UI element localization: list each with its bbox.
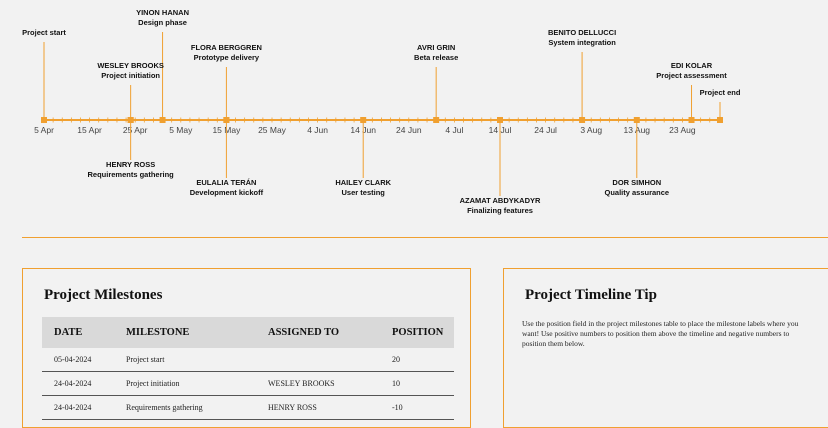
milestone-description: User testing [341, 188, 385, 197]
axis-tick-label: 14 Jul [488, 125, 512, 135]
cell-assigned-to[interactable]: HENRY ROSS [256, 396, 380, 420]
milestone-description: Prototype delivery [193, 53, 260, 62]
milestone-label [22, 28, 66, 38]
milestone-assignee: EDI KOLAR [670, 61, 713, 70]
milestone-marker [160, 117, 166, 123]
milestone-label [414, 43, 458, 63]
milestone-label [335, 178, 391, 198]
milestone-description: Quality assurance [604, 188, 670, 197]
milestone-label [191, 43, 262, 63]
tip-text: Use the position field in the project milestones table to place the milestone labels where you want! Use positive numbers to position them above the timeline and negative numbers to position them below. [522, 319, 799, 348]
milestone-marker [128, 117, 134, 123]
axis-tick-label: 13 Aug [623, 125, 651, 135]
milestones-table [42, 317, 454, 420]
axis-tick-label: 3 Aug [580, 125, 603, 135]
timeline-tip-panel [503, 268, 828, 428]
milestone-label [136, 8, 189, 28]
cell-date[interactable]: 24-04-2024 [42, 396, 114, 420]
header-assigned-to: ASSIGNED TO [268, 327, 340, 338]
table-row[interactable] [42, 372, 454, 396]
axis-tick-label: 24 Jul [534, 125, 557, 135]
milestone-label [460, 196, 541, 216]
milestone-label [700, 88, 741, 98]
milestone-label [87, 160, 173, 180]
section-divider [22, 237, 828, 238]
milestone-description: Project start [22, 28, 66, 37]
cell-milestone[interactable]: Project initiation [114, 372, 256, 396]
milestone-assignee: BENITO DELLUCCI [547, 28, 617, 37]
milestone-marker [433, 117, 439, 123]
milestone-description: Beta release [414, 53, 459, 62]
milestone-assignee: FLORA BERGGREN [190, 43, 262, 52]
axis-tick-label: 5 Apr [34, 125, 54, 135]
cell-milestone[interactable]: Project start [114, 348, 256, 372]
milestone-description: Finalizing features [467, 206, 533, 215]
table-header-row [42, 317, 454, 348]
cell-position[interactable]: -10 [380, 396, 454, 420]
milestone-marker [41, 117, 47, 123]
cell-position[interactable]: 20 [380, 348, 454, 372]
axis-tick-label: 15 Apr [77, 125, 102, 135]
cell-position[interactable]: 10 [380, 372, 454, 396]
milestone-label [548, 28, 616, 48]
milestone-marker [689, 117, 695, 123]
milestone-assignee: DOR SIMHON [612, 178, 662, 187]
milestone-assignee: HENRY ROSS [106, 160, 156, 169]
milestone-description: Project assessment [656, 71, 727, 80]
axis-tick-label: 14 Jun [350, 125, 376, 135]
cell-milestone[interactable]: Requirements gathering [114, 396, 256, 420]
milestone-description: Project initiation [101, 71, 161, 80]
cell-date[interactable]: 24-04-2024 [42, 372, 114, 396]
axis-tick-label: 23 Aug [669, 125, 696, 135]
cell-date[interactable]: 05-04-2024 [42, 348, 114, 372]
milestone-marker [717, 117, 723, 123]
axis-tick-label: 25 May [258, 125, 286, 135]
header-date: DATE [54, 327, 83, 338]
table-row[interactable] [42, 348, 454, 372]
milestone-marker [497, 117, 503, 123]
axis-tick-label: 4 Jul [445, 125, 464, 135]
project-milestones-panel [22, 268, 471, 428]
milestone-marker [634, 117, 640, 123]
milestone-label [97, 61, 164, 81]
tip-panel-title: Project Timeline Tip [525, 287, 657, 303]
milestone-label [656, 61, 726, 81]
milestone-description: Development kickoff [189, 188, 264, 197]
milestone-marker [223, 117, 229, 123]
axis-tick-label: 5 May [169, 125, 193, 135]
milestone-assignee: WESLEY BROOKS [97, 61, 164, 70]
milestone-label [604, 178, 669, 198]
header-milestone: MILESTONE [126, 327, 190, 338]
axis-tick-label: 4 Jun [307, 125, 328, 135]
table-row[interactable] [42, 396, 454, 420]
milestones-panel-title: Project Milestones [44, 287, 163, 303]
milestone-marker [579, 117, 585, 123]
header-position: POSITION [392, 327, 444, 338]
milestone-description: Design phase [138, 18, 187, 27]
axis-tick-label: 25 Apr [122, 125, 148, 135]
axis-tick-label: 15 May [212, 125, 241, 135]
milestone-assignee: AZAMAT ABDYKADYR [459, 196, 541, 205]
milestone-description: Project end [699, 88, 741, 97]
milestone-assignee: EULALIA TERÁN [196, 178, 257, 187]
milestone-description: System integration [548, 38, 616, 47]
cell-assigned-to[interactable] [256, 348, 380, 372]
milestone-marker [360, 117, 366, 123]
milestone-assignee: AVRI GRIN [417, 43, 456, 52]
milestone-label [190, 178, 263, 198]
axis-tick-label: 24 Jun [396, 125, 422, 135]
cell-assigned-to[interactable]: WESLEY BROOKS [256, 372, 380, 396]
milestone-assignee: HAILEY CLARK [335, 178, 392, 187]
milestone-assignee: YINON HANAN [136, 8, 190, 17]
milestone-description: Requirements gathering [87, 170, 174, 179]
